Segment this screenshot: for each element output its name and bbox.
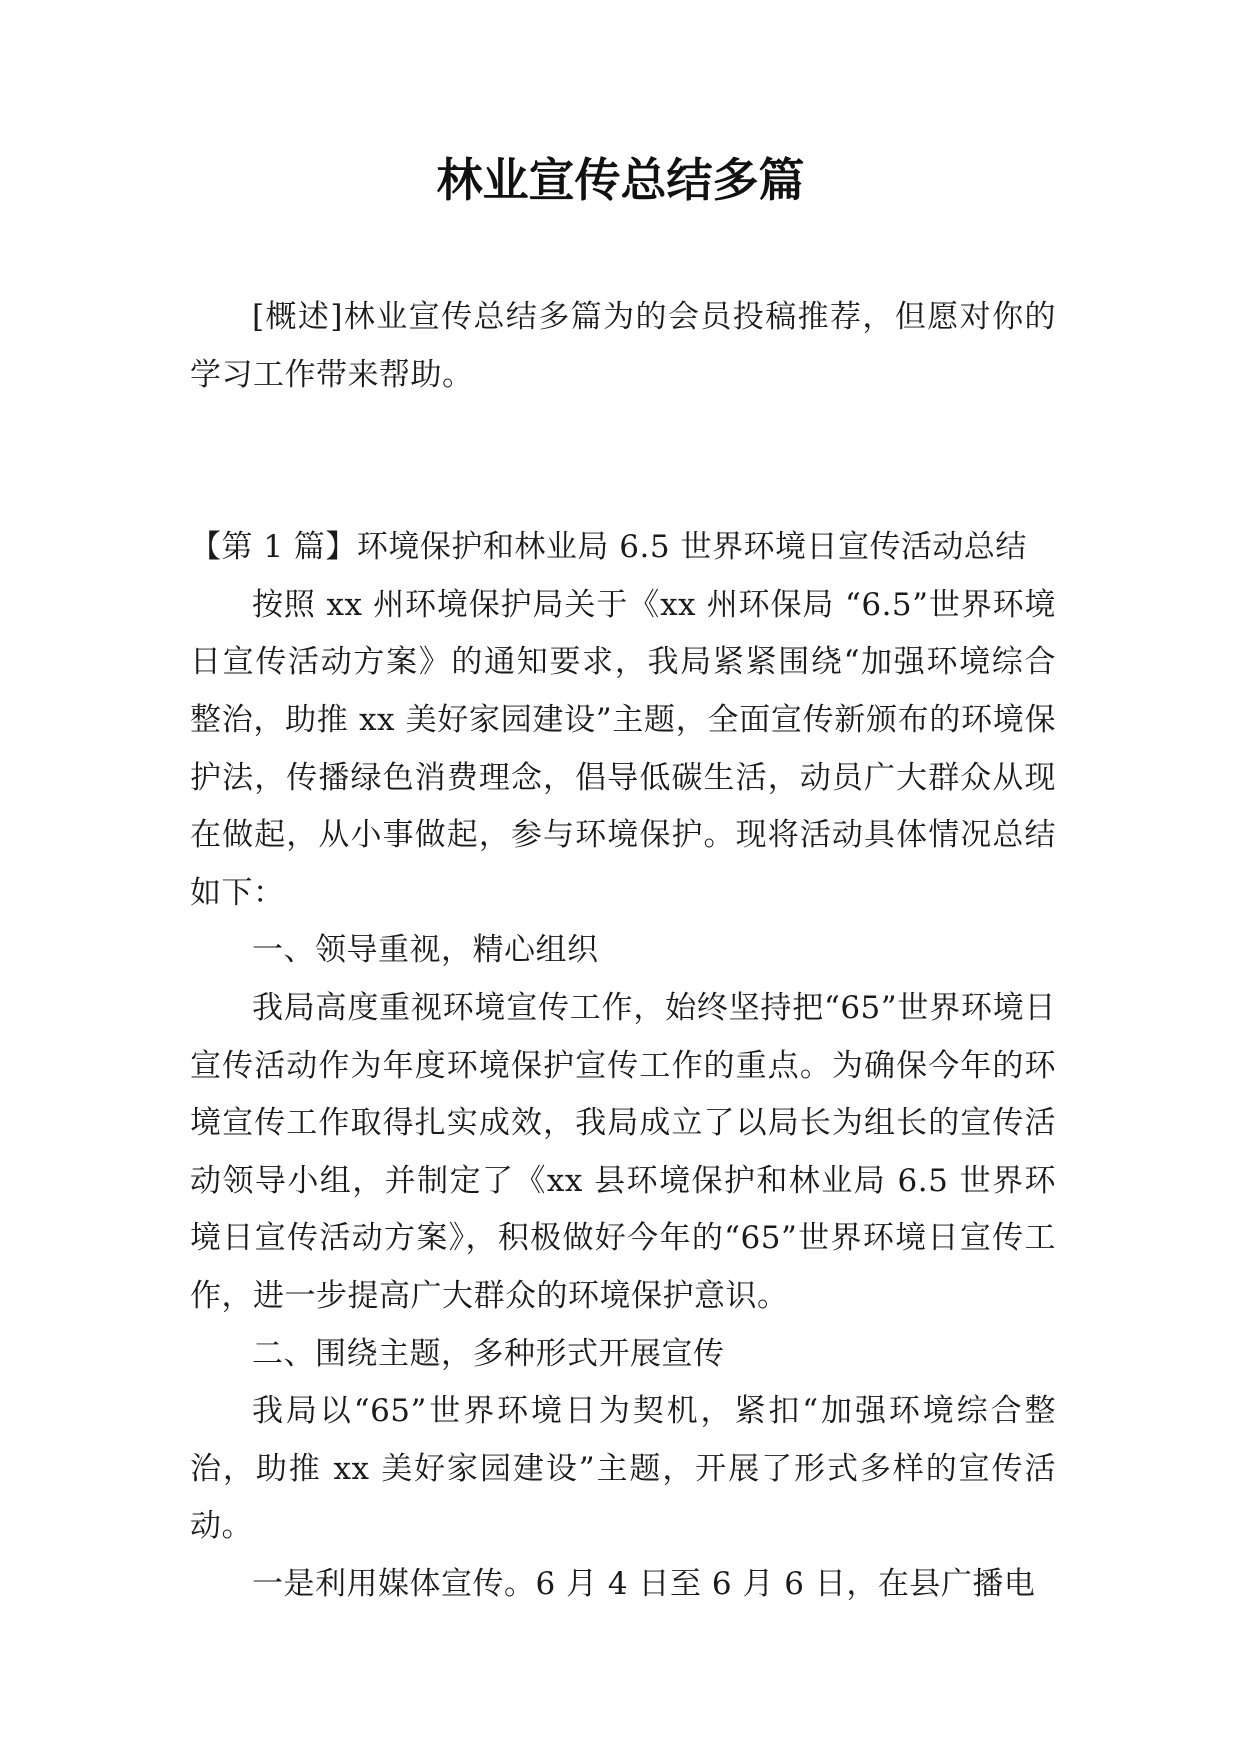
article-heading: 【第 1 篇】环境保护和林业局 6.5 世界环境日宣传活动总结	[190, 529, 1027, 566]
section-heading: 一、领导重视，精心组织	[252, 932, 599, 969]
body-paragraph: 我局高度重视环境宣传工作，始终坚持把“65”世界环境日宣传活动作为年度环境保护宣传工作的重点。为确保今年的环境宣传工作取得扎实成效，我局成立了以局长为组长的宣传活动领导小组，并制定了《xx 县环境保护和林业局 6.5 世界环境日宣传活动方案》，积极做好今年的“65”世界环境日宣传工作，进一步提高广大群众的环境保护意识。	[190, 989, 1056, 1314]
summary-paragraph: [概述]林业宣传总结多篇为的会员投稿推荐，但愿对你的学习工作带来帮助。	[190, 299, 1056, 393]
section-heading: 二、围绕主题，多种形式开展宣传	[252, 1335, 725, 1372]
body-paragraph: 按照 xx 州环境保护局关于《xx 州环保局 “6.5”世界环境日宣传活动方案》的通知要求，我局紧紧围绕“加强环境综合整治，助推 xx 美好家园建设”主题，全面宣传新颁布的环境保护法，传播绿色消费理念，倡导低碳生活，动员广大群众从现在做起，从小事做起，参与环境保护。现将活动具体情况总结如下：	[190, 586, 1056, 911]
section-spacer	[190, 404, 1056, 519]
document-title: 林业宣传总结多篇	[436, 153, 805, 207]
document-body	[190, 289, 1056, 1613]
body-paragraph: 我局以“65”世界环境日为契机，紧扣“加强环境综合整治，助推 xx 美好家园建设”主题，开展了形式多样的宣传活动。	[190, 1393, 1056, 1545]
body-paragraph: 一是利用媒体宣传。6 月 4 日至 6 月 6 日，在县广播电	[252, 1565, 1036, 1602]
